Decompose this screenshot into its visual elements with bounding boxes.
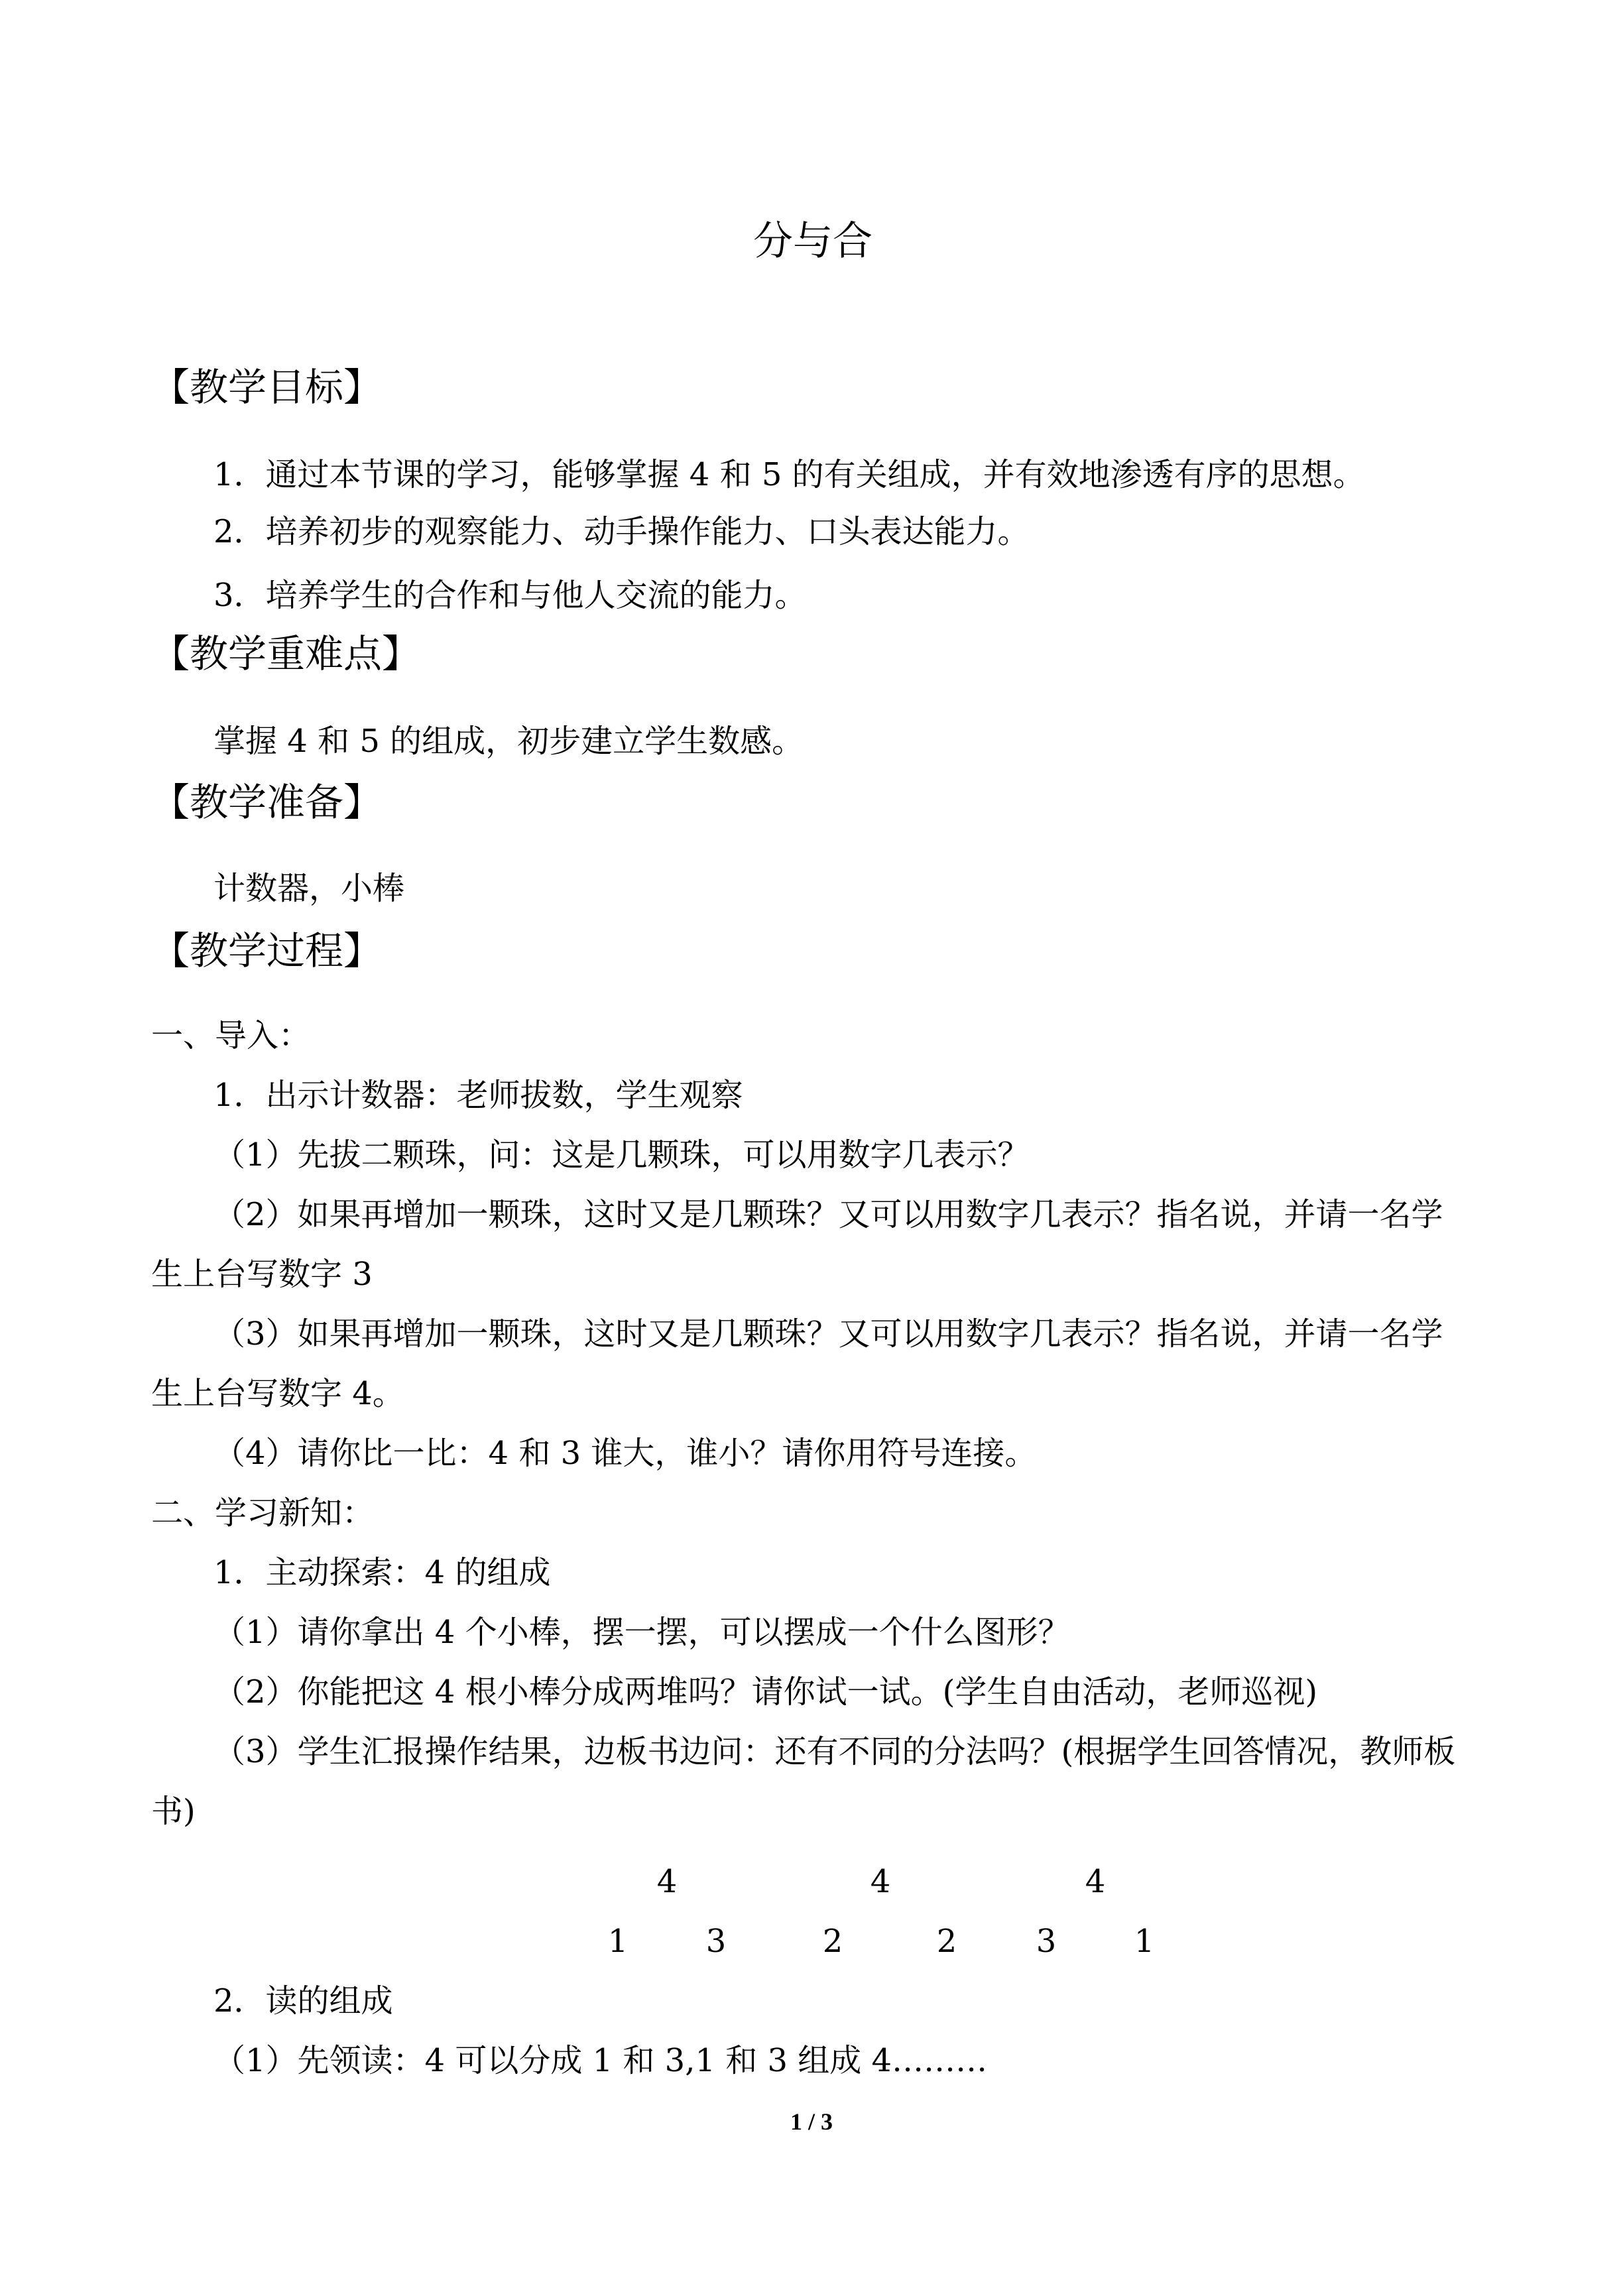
part2-question-3-line2: 书) (151, 1793, 196, 1830)
goal-item-3: 3．培养学生的合作和与他人交流的能力。 (213, 577, 807, 614)
decomposition-part: 3 (705, 1923, 727, 1960)
part2-question-3-line1: （3）学生汇报操作结果，边板书边问：还有不同的分法吗？(根据学生回答情况，教师板 (213, 1733, 1456, 1770)
decomposition-total: 4 (870, 1863, 891, 1900)
part1-question-1: （1）先拔二颗珠，问：这是几颗珠，可以用数字几表示？ (213, 1136, 1030, 1174)
part1-question-2-line1: （2）如果再增加一颗珠，这时又是几颗珠？又可以用数字几表示？指名说，并请一名学 (213, 1196, 1443, 1233)
part1-question-2-line2: 生上台写数字 3 (151, 1256, 373, 1293)
part1-question-3-line2: 生上台写数字 4。 (151, 1375, 404, 1412)
part2-title: 二、学习新知： (151, 1494, 375, 1532)
decomposition-total: 4 (656, 1863, 678, 1900)
page-number: 1 / 3 (790, 2108, 833, 2135)
decomposition-part: 1 (1134, 1923, 1155, 1960)
decomposition-part: 2 (936, 1923, 957, 1960)
part1-step1: 1．出示计数器：老师拔数，学生观察 (213, 1077, 743, 1114)
section-heading-preparation: 【教学准备】 (151, 780, 383, 825)
part2-step2: 2．读的组成 (213, 1982, 393, 2020)
part2-step1: 1．主动探索：4 的组成 (213, 1554, 551, 1591)
goal-item-1: 1．通过本节课的学习，能够掌握 4 和 5 的有关组成，并有效地渗透有序的思想。 (213, 456, 1365, 493)
section-heading-process: 【教学过程】 (151, 928, 383, 973)
preparation-text: 计数器，小棒 (213, 870, 405, 907)
part2-question-1: （1）请你拿出 4 个小棒，摆一摆，可以摆成一个什么图形？ (213, 1614, 1070, 1651)
page-title: 分与合 (753, 218, 872, 265)
section-heading-key-points: 【教学重难点】 (151, 631, 421, 676)
part1-question-4: （4）请你比一比：4 和 3 谁大，谁小？请你用符号连接。 (213, 1435, 1037, 1472)
decomposition-total: 4 (1085, 1863, 1106, 1900)
part1-question-3-line1: （3）如果再增加一颗珠，这时又是几颗珠？又可以用数字几表示？指名说，并请一名学 (213, 1315, 1443, 1353)
decomposition-part: 2 (822, 1923, 843, 1960)
goal-item-2: 2．培养初步的观察能力、动手操作能力、口头表达能力。 (213, 513, 1030, 550)
key-points-text: 掌握 4 和 5 的组成，初步建立学生数感。 (213, 723, 804, 760)
part2-question-2: （2）你能把这 4 根小棒分成两堆吗？请你试一试。(学生自由活动，老师巡视) (213, 1673, 1318, 1711)
part1-title: 一、导入： (151, 1017, 311, 1054)
decomposition-part: 1 (607, 1923, 629, 1960)
decomposition-part: 3 (1036, 1923, 1057, 1960)
part2-read-1: （1）先领读：4 可以分成 1 和 3,1 和 3 组成 4……… (213, 2042, 988, 2079)
section-heading-goals: 【教学目标】 (151, 365, 383, 410)
